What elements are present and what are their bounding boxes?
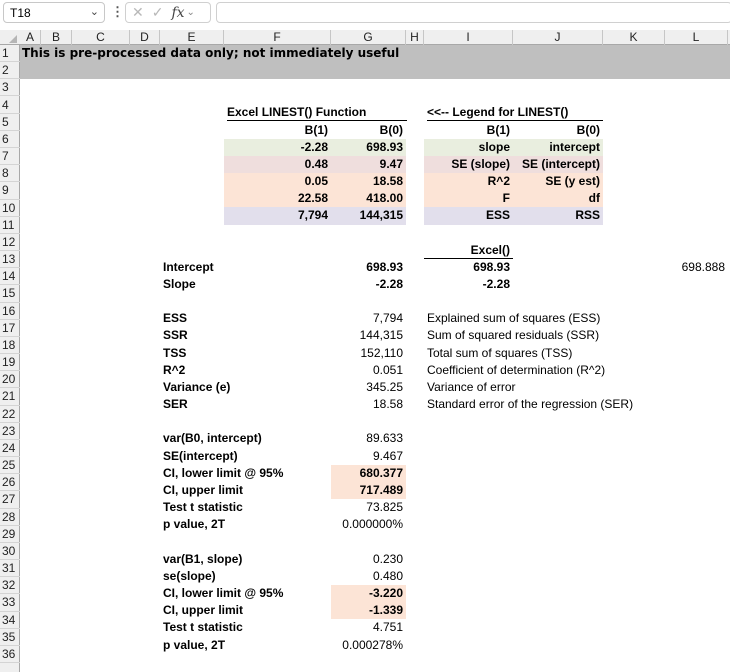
intercept-ci-upper: 717.489 — [331, 482, 406, 499]
legend-title: <<-- Legend for LINEST() — [427, 104, 603, 121]
intercept-block-value: 89.633 — [366, 431, 403, 446]
slope-block-value: 0.000278% — [342, 637, 403, 652]
stat-label: Variance (e) — [163, 379, 231, 394]
row-headers — [0, 45, 20, 672]
chevron-down-icon[interactable]: ⌄ — [89, 6, 99, 18]
intercept-block-label: CI, lower limit @ 95% — [163, 465, 284, 480]
row-header[interactable]: 7 — [0, 148, 20, 165]
column-header-h[interactable]: H — [406, 30, 424, 45]
column-header-g[interactable]: G — [331, 30, 406, 45]
row-header[interactable]: 1 — [0, 45, 20, 62]
intercept-block-value: 0.000000% — [342, 517, 403, 532]
linest-cell: -2.28 — [224, 139, 331, 156]
linest-title: Excel LINEST() Function — [227, 104, 407, 121]
slope-block-label: p value, 2T — [163, 637, 226, 652]
linest-cell: 9.47 — [331, 156, 406, 173]
legend-header-b0: B(0) — [576, 122, 600, 137]
stat-label: TSS — [163, 345, 187, 360]
legend-cell: SE (slope) — [424, 156, 513, 173]
intercept-block-label: CI, upper limit — [163, 483, 244, 497]
intercept-excel: 698.93 — [473, 259, 510, 274]
excel-header: Excel() — [424, 242, 513, 259]
row-header[interactable]: 3 — [0, 79, 20, 96]
linest-header-b0: B(0) — [379, 122, 403, 137]
column-header-i[interactable]: I — [424, 30, 513, 45]
row-header[interactable]: 9 — [0, 182, 20, 199]
slope-value: -2.28 — [375, 276, 403, 291]
intercept-block-value: 73.825 — [366, 500, 403, 515]
row-header[interactable]: 35 — [0, 629, 20, 646]
column-header-f[interactable]: F — [224, 30, 331, 45]
slope-block-value: 0.480 — [372, 568, 403, 583]
banner-text: This is pre-processed data only; not immediately useful — [22, 46, 400, 60]
stat-label: ESS — [163, 311, 188, 326]
row-header[interactable]: 23 — [0, 423, 20, 440]
stat-value: 144,315 — [359, 328, 403, 343]
worksheet-grid[interactable] — [20, 45, 730, 672]
linest-cell: 22.58 — [224, 190, 331, 207]
stat-label: R^2 — [163, 362, 186, 377]
row-header[interactable]: 18 — [0, 337, 20, 354]
row-header[interactable]: 5 — [0, 114, 20, 131]
stat-value: 7,794 — [372, 311, 403, 326]
chevron-down-icon[interactable]: ⌄ — [186, 7, 195, 18]
linest-header-b1: B(1) — [304, 122, 328, 137]
intercept-block-label: SE(intercept) — [163, 448, 238, 463]
row-header[interactable]: 2 — [0, 62, 20, 79]
column-headers — [0, 30, 730, 45]
legend-cell: SE (intercept) — [513, 156, 603, 173]
row-header[interactable]: 33 — [0, 594, 20, 611]
linest-cell: 0.48 — [224, 156, 331, 173]
name-box[interactable] — [3, 2, 105, 23]
legend-cell: intercept — [513, 139, 603, 156]
linest-cell: 418.00 — [331, 190, 406, 207]
row-header[interactable]: 32 — [0, 577, 20, 594]
legend-cell: SE (y est) — [513, 173, 603, 190]
legend-cell: RSS — [513, 207, 603, 224]
legend-cell: slope — [424, 139, 513, 156]
row-header[interactable]: 8 — [0, 165, 20, 182]
row-header[interactable]: 19 — [0, 354, 20, 371]
slope-ci-upper: -1.339 — [331, 602, 406, 619]
legend-cell: R^2 — [424, 173, 513, 190]
linest-cell: 18.58 — [331, 173, 406, 190]
column-header-l[interactable]: L — [665, 30, 728, 45]
row-header[interactable]: 12 — [0, 234, 20, 251]
row-header[interactable]: 15 — [0, 285, 20, 302]
stat-value: 152,110 — [360, 345, 403, 360]
slope-block-label: CI, lower limit @ 95% — [163, 586, 284, 600]
column-header-d[interactable]: D — [130, 30, 160, 45]
stat-desc: Total sum of squares (TSS) — [427, 345, 573, 360]
intercept-label: Intercept — [163, 259, 214, 274]
slope-block-label: Test t statistic — [163, 620, 243, 635]
row-header[interactable]: 28 — [0, 509, 20, 526]
column-header-e[interactable]: E — [160, 30, 224, 45]
slope-block-value: 0.230 — [372, 551, 403, 566]
legend-header-b1: B(1) — [486, 122, 510, 137]
name-box-value: T18 — [10, 5, 31, 20]
linest-cell: 0.05 — [224, 173, 331, 190]
formula-buttons — [125, 2, 211, 23]
row-header[interactable]: 11 — [0, 217, 20, 234]
column-header-k[interactable]: K — [603, 30, 665, 45]
intercept-block-label: Test t statistic — [163, 500, 243, 515]
row-header[interactable]: 25 — [0, 457, 20, 474]
row-header[interactable]: 30 — [0, 543, 20, 560]
stat-desc: Sum of squared residuals (SSR) — [427, 328, 600, 343]
legend-cell: F — [424, 190, 513, 207]
enter-icon[interactable]: ✓ — [151, 4, 164, 20]
stat-desc: Explained sum of squares (ESS) — [427, 311, 601, 326]
slope-block-label: se(slope) — [163, 568, 216, 583]
column-header-a[interactable]: A — [20, 30, 41, 45]
legend-cell: ESS — [424, 207, 513, 224]
row-header[interactable]: 17 — [0, 320, 20, 337]
stat-label: SER — [163, 397, 188, 412]
formula-input[interactable] — [216, 2, 730, 23]
slope-excel: -2.28 — [482, 276, 510, 291]
more-options-icon[interactable]: ⋮ — [111, 4, 124, 19]
column-header-j[interactable]: J — [513, 30, 603, 45]
intercept-ci-lower: 680.377 — [331, 465, 406, 482]
l13-value: 698.888 — [681, 259, 725, 274]
stat-value: 345.25 — [366, 379, 403, 394]
intercept-value: 698.93 — [366, 259, 403, 274]
linest-cell: 698.93 — [331, 139, 406, 156]
row-header[interactable]: 29 — [0, 526, 20, 543]
slope-block-label: CI, upper limit — [163, 603, 244, 618]
column-header-b[interactable]: B — [41, 30, 72, 45]
slope-block-label: var(B1, slope) — [163, 551, 243, 566]
stat-label: SSR — [163, 328, 188, 343]
legend-cell: df — [513, 190, 603, 207]
stat-value: 18.58 — [372, 397, 403, 412]
intercept-block-label: var(B0, intercept) — [163, 431, 262, 446]
slope-label: Slope — [163, 276, 196, 291]
row-header[interactable]: 24 — [0, 440, 20, 457]
row-header[interactable]: 27 — [0, 491, 20, 508]
stat-value: 0.051 — [372, 362, 403, 377]
stat-desc: Variance of error — [427, 379, 516, 394]
row-header[interactable]: 31 — [0, 560, 20, 577]
linest-cell: 7,794 — [224, 207, 331, 224]
row-header[interactable]: 22 — [0, 406, 20, 423]
row-header[interactable]: 34 — [0, 612, 20, 629]
row-header[interactable]: 20 — [0, 371, 20, 388]
row-header[interactable]: 10 — [0, 200, 20, 217]
row-header[interactable]: 13 — [0, 251, 20, 268]
slope-ci-lower: -3.220 — [331, 585, 406, 602]
column-header-c[interactable]: C — [72, 30, 130, 45]
row-header[interactable]: 14 — [0, 268, 20, 285]
row-header[interactable]: 36 — [0, 646, 20, 663]
intercept-block-label: p value, 2T — [163, 517, 226, 532]
row-header[interactable]: 26 — [0, 474, 20, 491]
slope-block-value: 4.751 — [372, 620, 403, 635]
stat-desc: Standard error of the regression (SER) — [427, 397, 634, 412]
stat-desc: Coefficient of determination (R^2) — [427, 362, 606, 377]
row-header[interactable]: 16 — [0, 303, 20, 320]
cancel-icon[interactable]: ✕ — [132, 4, 144, 20]
linest-cell: 144,315 — [331, 207, 406, 224]
row-header[interactable]: 4 — [0, 97, 20, 114]
insert-function-icon[interactable]: fx — [171, 4, 185, 21]
row-header[interactable]: 21 — [0, 388, 20, 405]
intercept-block-value: 9.467 — [372, 448, 403, 463]
row-header[interactable]: 6 — [0, 131, 20, 148]
select-all-button[interactable] — [0, 30, 20, 45]
formula-bar — [0, 0, 730, 26]
